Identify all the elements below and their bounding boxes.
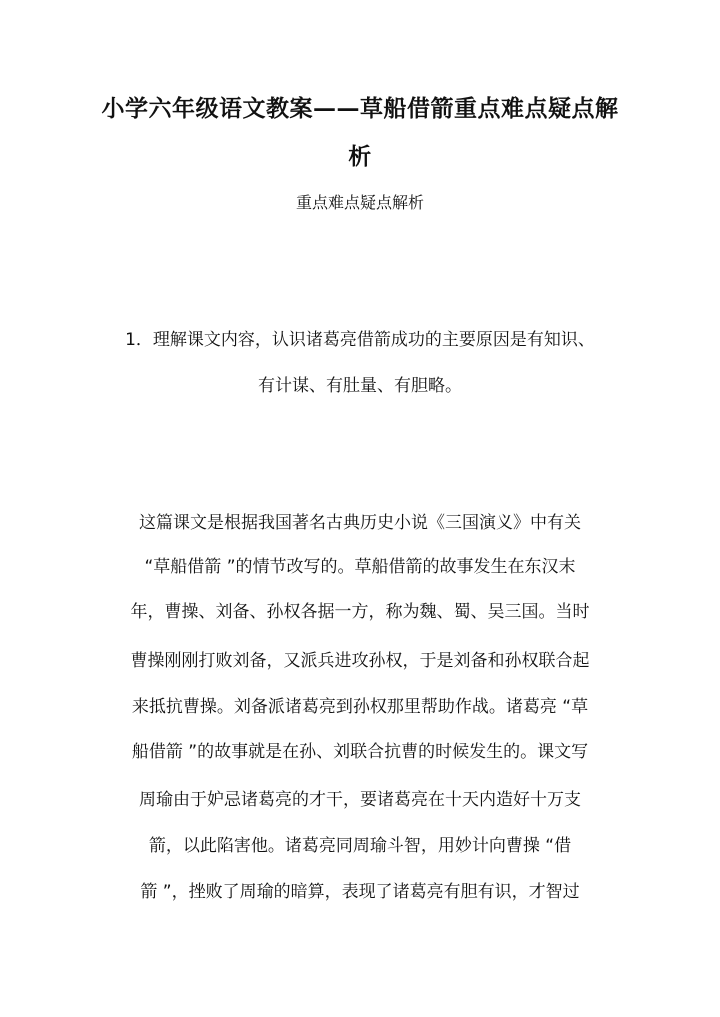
document-title-line-1: 小学六年级语文教案——草船借箭重点难点疑点解	[101, 95, 619, 122]
paragraph-line-1: 这篇课文是根据我国著名古典历史小说《三国演义》中有关	[139, 513, 581, 533]
paragraph-line-2: “草船借箭 ”的情节改写的。草船借箭的故事发生在东汉末	[144, 557, 576, 577]
paragraph-line-7: 周瑜由于妒忌诸葛亮的才干，要诸葛亮在十天内造好十万支	[139, 790, 581, 810]
point-1-line-2: 有计谋、有肚量、有胆略。	[258, 376, 462, 396]
paragraph-line-9: 箭 ”，挫败了周瑜的暗算，表现了诸葛亮有胆有识，才智过	[140, 882, 580, 902]
paragraph-line-8: 箭，以此陷害他。诸葛亮同周瑜斗智，用妙计向曹操 “借	[148, 836, 572, 856]
paragraph-line-3: 年，曹操、刘备、孙权各据一方，称为魏、蜀、吴三国。当时	[130, 602, 590, 622]
paragraph-line-5: 来抵抗曹操。刘备派诸葛亮到孙权那里帮助作战。诸葛亮 “草	[131, 697, 589, 717]
paragraph-line-4: 曹操刚刚打败刘备，又派兵进攻孙权，于是刘备和孙权联合起	[130, 651, 590, 671]
document-subtitle: 重点难点疑点解析	[295, 193, 424, 212]
paragraph-line-6: 船借箭 ”的故事就是在孙、刘联合抗曹的时候发生的。课文写	[131, 742, 589, 762]
point-1-line-1: 1．理解课文内容，认识诸葛亮借箭成功的主要原因是有知识、	[125, 330, 595, 350]
document-title-line-2: 析	[348, 143, 372, 170]
